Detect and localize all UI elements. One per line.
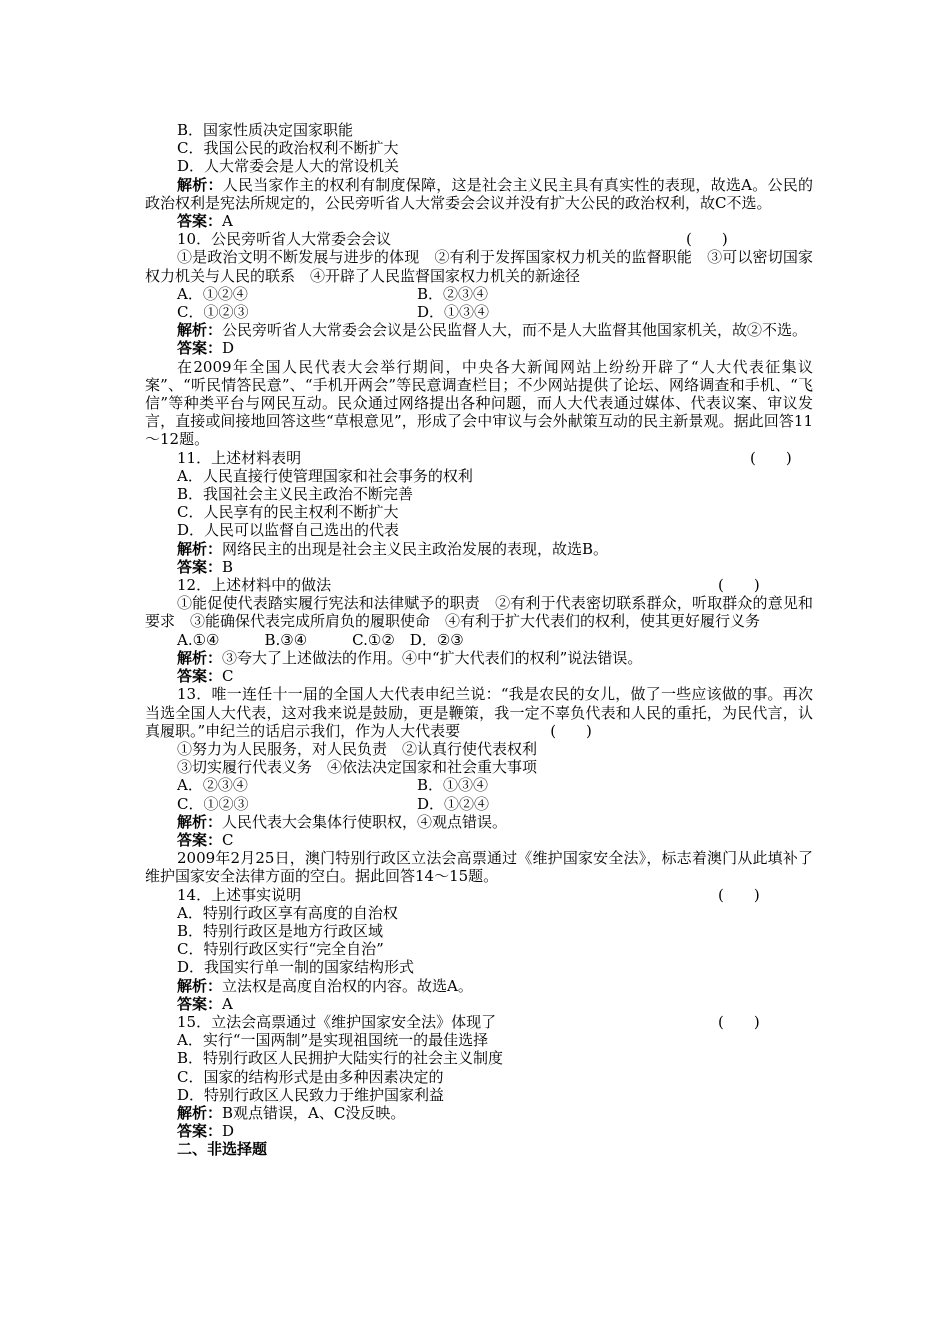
answer-value: B — [222, 557, 234, 576]
q15-analysis — [145, 1104, 813, 1122]
answer-value: D — [222, 339, 235, 358]
q14-option-a: A．特别行政区享有高度的自治权 — [177, 903, 398, 922]
q13-item-line1: ①努力为人民服务，对人民负责 ②认真行使代表权利 — [177, 739, 538, 758]
q13-analysis — [145, 813, 813, 831]
answer-label: 答案： — [177, 1122, 223, 1141]
answer-value: D — [222, 1122, 235, 1141]
option-b: B．①③④ — [417, 776, 489, 795]
q14-answer — [145, 995, 813, 1013]
answer-value: A — [222, 994, 233, 1013]
q15-answer — [145, 1122, 813, 1140]
q14-option-c: C．特别行政区实行“完全自治” — [177, 940, 384, 959]
q13-options-row2 — [145, 795, 813, 813]
q9-analysis — [145, 176, 813, 212]
q10-answer — [145, 339, 813, 357]
q10-items: ①是政治文明不断发展与进步的体现 ②有利于发挥国家权力机关的监督职能 ③可以密切国家权力机关与人民的联系 ④开辟了人民监督国家权力机关的新途径 — [145, 248, 813, 285]
q10-analysis — [145, 321, 813, 339]
q14-analysis — [145, 977, 813, 995]
q11-stem — [145, 449, 813, 467]
q11-option-d: D．人民可以监督自己选出的代表 — [177, 521, 400, 540]
material-paragraph-1: 在2009年全国人民代表大会举行期间，中央各大新闻网站上纷纷开辟了“人大代表征集议案”、“听民情答民意”、“手机开两会”等民意调查栏目；不少网站提供了论坛、网络调查和手机、“飞信”等种类平台与网民互动。民众通过网络提出各种问题，而人大代表通过媒体、代表议案、审议发言，直接或间接地回答这些“草根意见”，形成了会中审议与会外献策互动的民主新景观。据此回答11～12题。 — [145, 357, 813, 449]
q13-answer — [145, 831, 813, 849]
answer-label: 答案： — [177, 667, 223, 686]
analysis-label: 解析： — [177, 321, 223, 340]
q14-stem — [145, 886, 813, 904]
q11-analysis — [145, 540, 813, 558]
q15-stem — [145, 1013, 813, 1031]
question-stem: 14．上述事实说明 — [177, 885, 302, 904]
analysis-text: B观点错误，A、C没反映。 — [222, 1103, 406, 1122]
answer-blank: ( ) — [686, 230, 728, 249]
q9-option-b: B．国家性质决定国家职能 — [177, 121, 354, 139]
option-d: D．①②④ — [417, 794, 490, 813]
q13-stem — [145, 685, 813, 740]
q11-option-a: A．人民直接行使管理国家和社会事务的权利 — [177, 466, 473, 485]
option-d: D．①③④ — [417, 303, 490, 322]
q14-option-d: D．我国实行单一制的国家结构形式 — [177, 958, 415, 977]
q12-analysis — [145, 649, 813, 667]
q15-option-c: C．国家的结构形式是由多种因素决定的 — [177, 1067, 444, 1086]
q11-option-c: C．人民享有的民主权利不断扩大 — [177, 503, 399, 522]
q10-stem — [145, 230, 813, 248]
option-c: C．①②③ — [177, 303, 249, 322]
q14-option-b: B．特别行政区是地方行政区域 — [177, 921, 384, 940]
q12-items: ①能促使代表踏实履行宪法和法律赋予的职责 ②有利于代表密切联系群众，听取群众的意见和要求 ③能确保代表完成所肩负的履职使命 ④有利于扩大代表们的权利，使其更好履行义务 — [145, 594, 813, 631]
section-heading: 二、非选择题 — [177, 1140, 268, 1159]
answer-blank: ( ) — [718, 1012, 760, 1031]
question-stem: 10．公民旁听省人大常委会会议 — [177, 230, 392, 249]
analysis-label: 解析： — [177, 175, 223, 194]
q13-options-row1 — [145, 776, 813, 794]
q9-option-d: D．人大常委会是人大的常设机关 — [177, 157, 400, 176]
q9-answer — [145, 212, 813, 230]
question-stem: 15．立法会高票通过《维护国家安全法》体现了 — [177, 1012, 497, 1031]
q12-stem — [145, 576, 813, 594]
analysis-text: 人民代表大会集体行使职权，④观点错误。 — [222, 812, 508, 831]
answer-blank: ( ) — [718, 576, 760, 595]
analysis-text: ③夸大了上述做法的作用。④中“扩大代表们的权利”说法错误。 — [222, 648, 643, 667]
q9-option-c: C．我国公民的政治权利不断扩大 — [177, 139, 399, 158]
q15-option-a: A．实行“一国两制”是实现祖国统一的最佳选择 — [177, 1031, 489, 1050]
material-paragraph-2: 2009年2月25日，澳门特别行政区立法会高票通过《维护国家安全法》，标志着澳门从此填补了维护国家安全法律方面的空白。据此回答14～15题。 — [145, 849, 813, 886]
answer-label: 答案： — [177, 339, 223, 358]
answer-blank: ( ) — [550, 721, 592, 740]
document-page — [145, 121, 813, 1159]
analysis-label: 解析： — [177, 1103, 223, 1122]
analysis-text: 网络民主的出现是社会主义民主政治发展的表现，故选B。 — [222, 539, 609, 558]
answer-label: 答案： — [177, 557, 223, 576]
answer-label: 答案： — [177, 994, 223, 1013]
q15-option-d: D．特别行政区人民致力于维护国家利益 — [177, 1085, 445, 1104]
answer-value: A — [222, 212, 233, 231]
q13-item-line2: ③切实履行代表义务 ④依法决定国家和社会重大事项 — [177, 758, 538, 777]
analysis-text: 立法权是高度自治权的内容。故选A。 — [222, 976, 473, 995]
q11-option-b: B．我国社会主义民主政治不断完善 — [177, 485, 414, 504]
analysis-label: 解析： — [177, 976, 223, 995]
option-c: C．①②③ — [177, 794, 249, 813]
q15-option-b: B．特别行政区人民拥护大陆实行的社会主义制度 — [177, 1049, 504, 1068]
analysis-text: 人民当家作主的权利有制度保障，这是社会主义民主具有真实性的表现，故选A。公民的政治权利是宪法所规定的，公民旁听省人大常委会会议并没有扩大公民的政治权利，故C不选。 — [145, 175, 813, 212]
question-stem: 11．上述材料表明 — [177, 448, 302, 467]
question-stem: 13．唯一连任十一届的全国人大代表申纪兰说：“我是农民的女儿，做了一些应该做的事。再次当选全国人大代表，这对我来说是鼓励，更是鞭策，我一定不辜负代表和人民的重托，为民代言，认真履职。”申纪兰的话启示我们，作为人大代表要 — [145, 685, 813, 740]
answer-label: 答案： — [177, 830, 223, 849]
answer-label: 答案： — [177, 212, 223, 231]
q10-options-row1 — [145, 285, 813, 303]
q10-options-row2 — [145, 303, 813, 321]
answer-value: C — [222, 830, 234, 849]
option-a: A．①②④ — [177, 284, 248, 303]
answer-blank: ( ) — [750, 448, 792, 467]
analysis-label: 解析： — [177, 648, 223, 667]
option-a: A．②③④ — [177, 776, 248, 795]
question-stem: 12．上述材料中的做法 — [177, 576, 332, 595]
analysis-label: 解析： — [177, 539, 223, 558]
q11-answer — [145, 558, 813, 576]
analysis-text: 公民旁听省人大常委会会议是公民监督人大，而不是人大监督其他国家机关，故②不选。 — [222, 321, 808, 340]
answer-blank: ( ) — [718, 885, 760, 904]
analysis-label: 解析： — [177, 812, 223, 831]
option-b: B．②③④ — [417, 284, 489, 303]
q12-options: A.①④ B.③④ C.①② D．②③ — [177, 630, 464, 649]
answer-value: C — [222, 667, 234, 686]
q12-answer — [145, 667, 813, 685]
